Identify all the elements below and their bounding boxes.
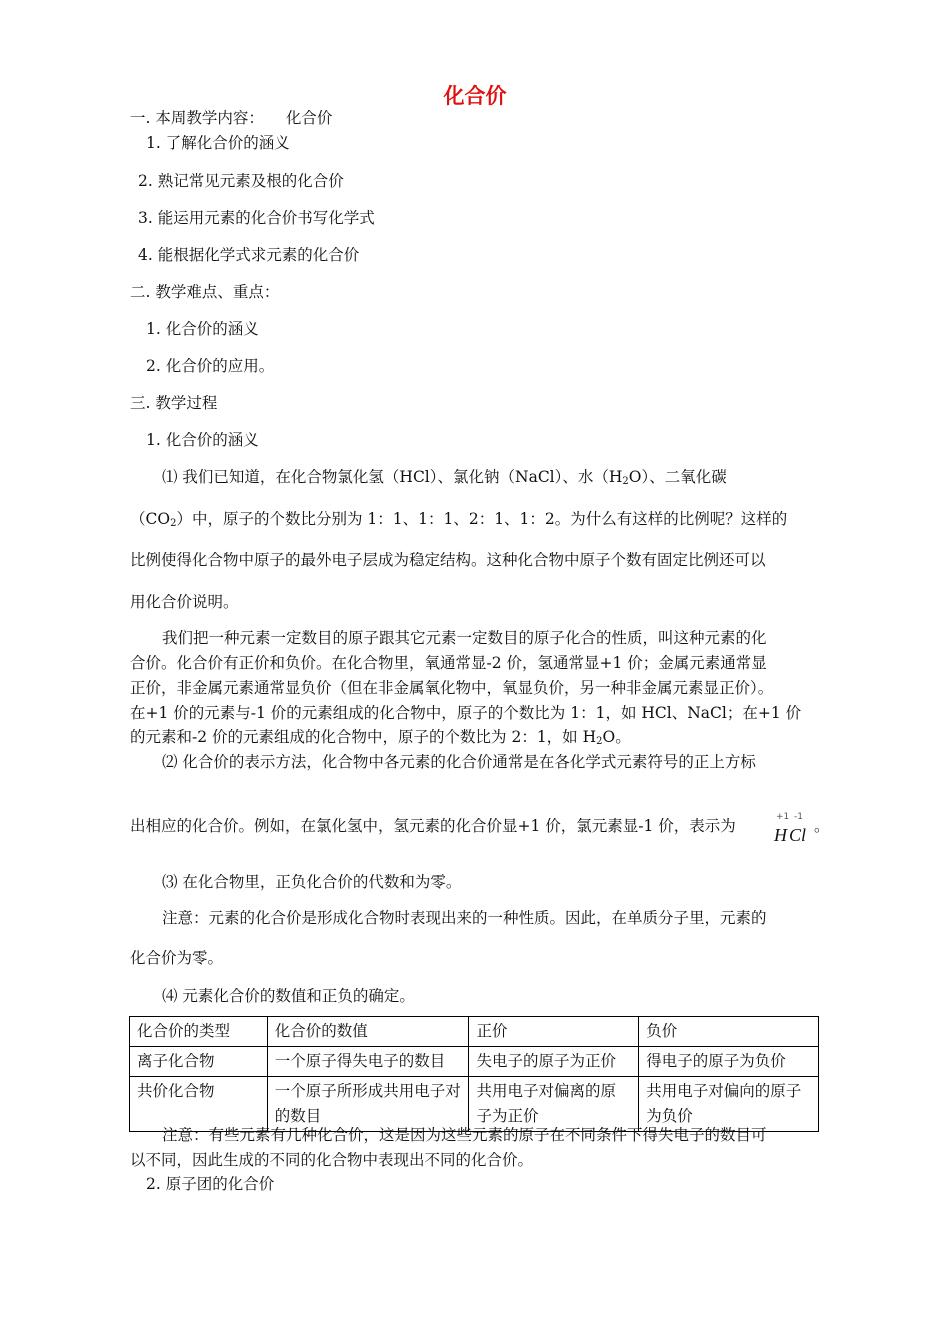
table-cell: 一个原子得失电子的数目 — [267, 1047, 469, 1077]
paragraph-line: 在+1 价的元素与-1 价的元素组成的化合物中，原子的个数比为 1：1，如 HCl、NaCl；在+1 价 — [130, 704, 802, 722]
paragraph-line — [130, 725, 631, 747]
note-line: 化合价为零。 — [130, 949, 224, 967]
subsection-heading: 1. 化合价的涵义 — [146, 431, 259, 449]
paragraph-line: 用化合价说明。 — [130, 593, 239, 611]
sentence-end: 。 — [814, 817, 830, 835]
paragraph-line: 我们把一种元素一定数目的原子跟其它元素一定数目的原子化合的性质，叫这种元素的化 — [162, 629, 767, 647]
h-valence: +1 — [776, 812, 790, 822]
section3-label: 三. 教学过程 — [130, 394, 218, 412]
table-cell: 共用电子对偏离的原子为正价 — [469, 1077, 639, 1132]
keypoint-item: 1. 化合价的涵义 — [146, 320, 259, 338]
table-row — [130, 1047, 819, 1077]
objective-item: 4. 能根据化学式求元素的化合价 — [138, 246, 360, 264]
text-run: ）中，原子的个数比分别为 1：1、1：1、2：1、1：2。为什么有这样的比例呢？这样的 — [176, 510, 788, 528]
subscript: 2 — [622, 476, 629, 487]
table-header-cell: 正价 — [469, 1017, 639, 1047]
cl-symbol: Cl — [789, 825, 807, 845]
valence-table — [129, 1016, 819, 1132]
table-header-row — [130, 1017, 819, 1047]
note-line: 注意：元素的化合价是形成化合物时表现出来的一种性质。因此，在单质分子里，元素的 — [162, 909, 767, 927]
subscript: 2 — [170, 518, 177, 529]
paragraph-line: ⑶ 在化合物里，正负化合价的代数和为零。 — [162, 873, 462, 891]
subscript: 2 — [596, 736, 603, 747]
note-line: 以不同，因此生成的不同的化合物中表现出不同的化合价。 — [130, 1151, 534, 1169]
paragraph-line — [130, 507, 787, 529]
paragraph-line: ⑵ 化合价的表示方法，化合物中各元素的化合价通常是在各化学式元素符号的正上方标 — [162, 753, 756, 771]
objective-item: 3. 能运用元素的化合价书写化学式 — [138, 209, 375, 227]
paragraph-line: 比例使得化合物中原子的最外电子层成为稳定结构。这种化合物中原子个数有固定比例还可以 — [130, 551, 766, 569]
table-header-cell: 负价 — [639, 1017, 819, 1047]
page-title: 化合价 — [443, 83, 507, 108]
text-run: O。 — [602, 728, 631, 746]
table-cell: 离子化合物 — [130, 1047, 268, 1077]
paragraph-line: ⑷ 元素化合价的数值和正负的确定。 — [162, 987, 415, 1005]
objective-item: 1. 了解化合价的涵义 — [146, 134, 290, 152]
section1-topic: 化合价 — [285, 109, 333, 127]
hcl-valence-formula — [772, 812, 814, 852]
keypoint-item: 2. 化合价的应用。 — [146, 357, 275, 375]
table-cell: 共用电子对偏向的原子为负价 — [639, 1077, 819, 1132]
table-cell: 一个原子所形成共用电子对的数目 — [267, 1077, 469, 1132]
paragraph-line — [162, 465, 727, 487]
objective-item: 2. 熟记常见元素及根的化合价 — [138, 172, 344, 190]
table-header-cell: 化合价的数值 — [267, 1017, 469, 1047]
text-run: ⑴ 我们已知道，在化合物氯化氢（HCl）、氯化钠（NaCl）、水（H — [162, 468, 623, 486]
table-cell: 失电子的原子为正价 — [469, 1047, 639, 1077]
section1-heading — [130, 106, 332, 128]
text-run: 的元素和-2 价的元素组成的化合物中，原子的个数比为 2：1，如 H — [130, 728, 597, 746]
table-header-cell: 化合价的类型 — [130, 1017, 268, 1047]
table-cell: 得电子的原子为负价 — [639, 1047, 819, 1077]
section2-label: 二. 教学难点、重点： — [130, 283, 280, 301]
note-line: 注意：有些元素有几种化合价，这是因为这些元素的原子在不同条件下得失电子的数目可 — [162, 1126, 767, 1144]
cl-valence: -1 — [794, 812, 803, 822]
section1-label: 一. 本周教学内容： — [130, 109, 264, 127]
text-run: O）、二氧化碳 — [628, 468, 727, 486]
subsection-heading: 2. 原子团的化合价 — [146, 1175, 275, 1193]
table-cell: 共价化合物 — [130, 1077, 268, 1132]
paragraph-line: 正价，非金属元素通常显负价（但在非金属氧化物中，氧显负价，另一种非金属元素显正价）。 — [130, 679, 774, 697]
h-symbol: H — [774, 825, 787, 845]
paragraph-line: 合价。化合价有正价和负价。在化合物里，氧通常显-2 价，氢通常显+1 价；金属元素通常显 — [130, 654, 767, 672]
paragraph-line: 出相应的化合价。例如，在氯化氢中，氢元素的化合价显+1 价，氯元素显-1 价，表示为 — [130, 817, 736, 835]
text-run: （CO — [130, 510, 171, 528]
